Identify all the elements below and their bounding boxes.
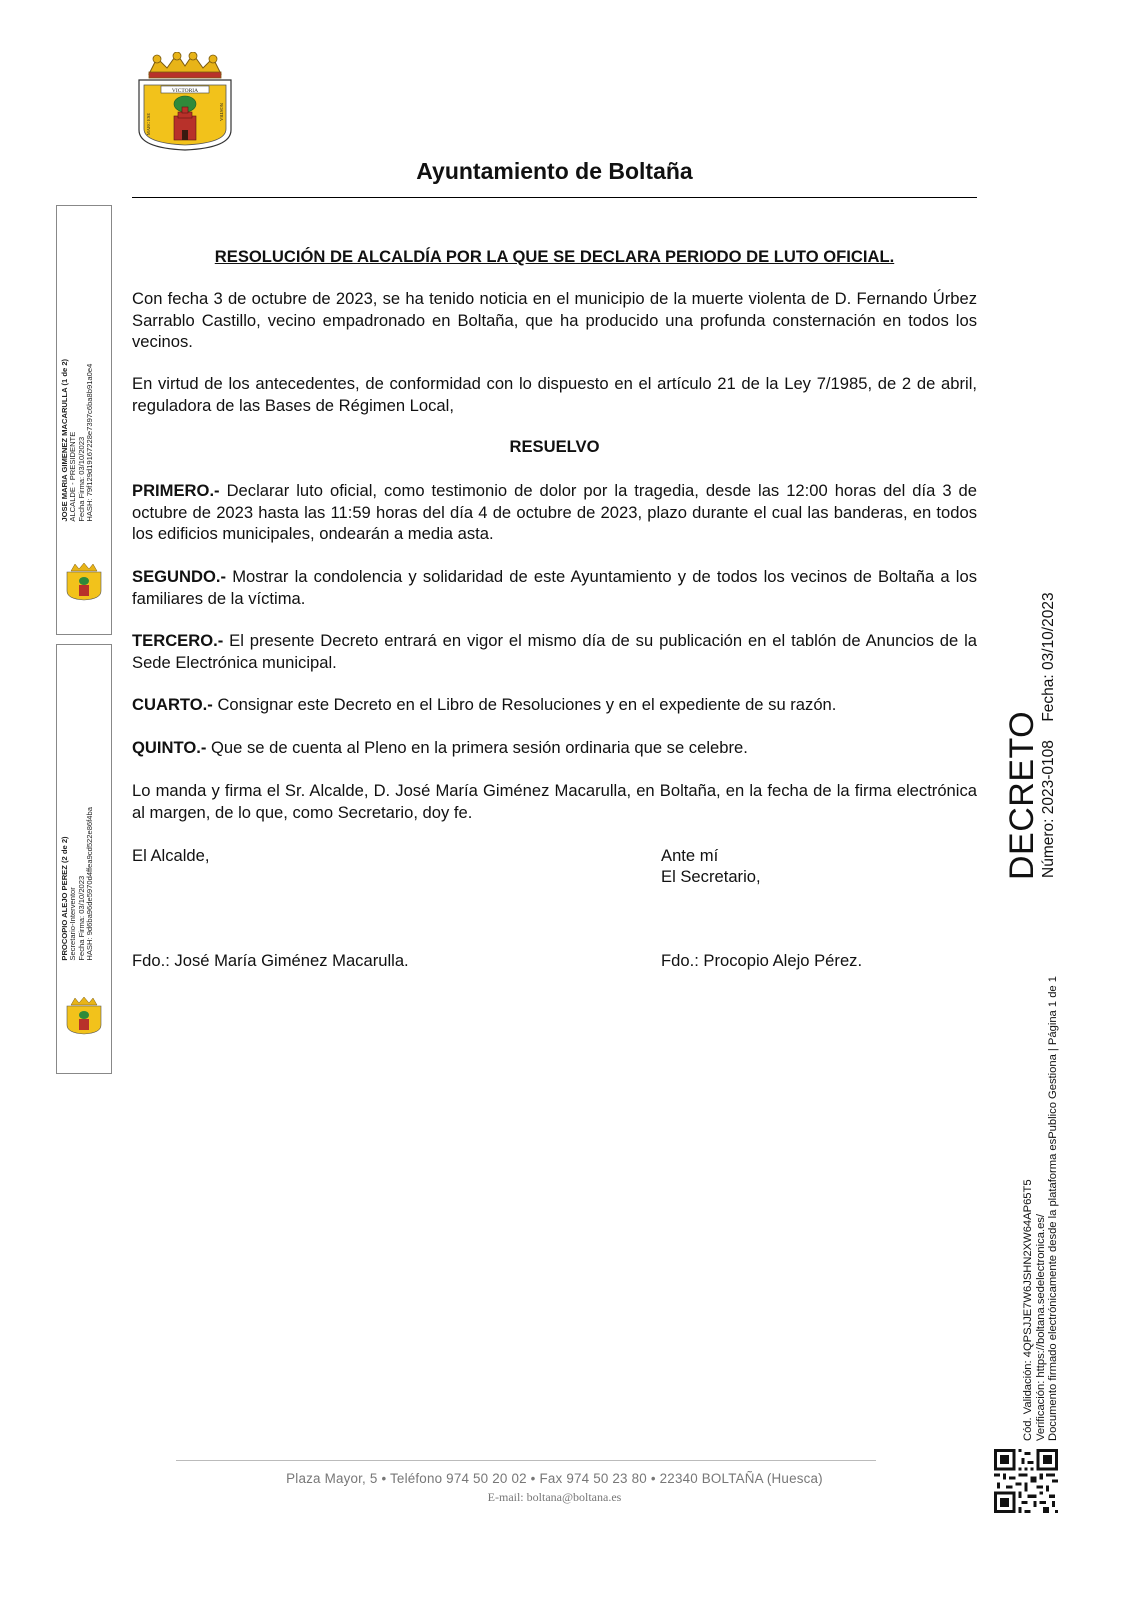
clause-text: Declarar luto oficial, como testimonio de dolor por la tragedia, desde las 12:00 horas del día 3 de octubre de 2023 hasta las 11:59 horas del día 4 de octubre de 2023, plazo durante el cual las banderas, en todos los edificios municipales, ondearán a media asta. [132,481,977,543]
signature-stamp-2 [56,644,112,1074]
signature-hash: HASH: 79f129d1916722​8e7397c6ba8b91a0e4 [85,364,95,522]
secretary-signature-name: Fdo.: Procopio Alejo Pérez. [661,951,863,970]
validation-block [1022,976,1060,1441]
clause-text: El presente Decreto entrará en vigor el mismo día de su publicación en el tablón de Anuncios de la Sede Electrónica municipal. [132,631,977,672]
signer-role: ALCALDE - PRESIDENTE [68,432,78,522]
seal-icon [63,995,105,1035]
decree-stamp [1003,711,1042,880]
footer-email[interactable]: E-mail: boltana@boltana.es [487,1490,622,1504]
clause-text: Consignar este Decreto en el Libro de Resoluciones y en el expediente de su razón. [212,695,837,714]
verification-url[interactable]: Verificación: https://boltana.sedelectronica.es/ [1034,1214,1047,1441]
signature-stamp-1 [56,205,112,635]
municipal-crest-logo [135,52,235,152]
clause-label: CUARTO.- [132,695,213,714]
qr-code-icon [994,1449,1058,1513]
clause-label: PRIMERO.- [132,481,220,500]
clause-segundo [132,566,977,609]
decree-number: Número: 2023-0108 [1040,740,1057,878]
signature-stamp-2-text [61,807,95,961]
crest-motto-top: VICTORIA [171,88,199,94]
clause-quinto [132,737,977,759]
clause-cuarto [132,694,977,716]
secretary-role-label: El Secretario, [661,867,761,886]
clause-tercero [132,630,977,673]
clause-label: QUINTO.- [132,738,207,757]
closing-paragraph: Lo manda y firma el Sr. Alcalde, D. José María Giménez Macarulla, en Boltaña, en la fecha de la firma electrónica al margen, de lo que, como Secretario, doy fe. [132,781,977,822]
decree-number-date [1040,592,1058,878]
header-divider [132,197,977,198]
signature-date: Fecha Firma: 03/10/2023 [76,437,86,522]
intro-paragraph-1: Con fecha 3 de octubre de 2023, se ha tenido noticia en el municipio de la muerte violenta de D. Fernando Úrbez Sarrablo Castillo, vecino empadronado en Boltaña, que ha producido una profunda consternación en todos los vecinos. [132,289,977,351]
crest-motto-left: MARC ESE [146,112,151,136]
validation-code: Cód. Validación: 4QPSJJE7W6JSHN2XW64AP65T5 [1022,1179,1034,1441]
clause-label: TERCERO.- [132,631,224,650]
mayor-signature-name: Fdo.: José María Giménez Macarulla. [132,951,409,970]
signature-stamp-1-text [61,359,95,522]
document-title: RESOLUCIÓN DE ALCALDÍA POR LA QUE SE DECLARA PERIODO DE LUTO OFICIAL. [214,247,895,266]
footer-divider [176,1460,876,1461]
secretary-ante-mi: Ante mí [661,846,719,865]
organization-title: Ayuntamiento de Boltaña [416,158,693,184]
clause-label: SEGUNDO.- [132,567,227,586]
seal-icon [63,561,105,601]
resuelvo-heading: RESUELVO [509,437,600,456]
decree-label: DECRETO [1003,710,1041,880]
clause-primero [132,480,977,545]
mayor-role-label: El Alcalde, [132,846,210,865]
signature-platform-note: Documento firmado electrónicamente desde la plataforma esPublico Gestiona | Página 1 de 1 [1047,976,1060,1441]
clause-text: Mostrar la condolencia y solidaridad de este Ayuntamiento y de todos los vecinos de Boltaña a los familiares de la víctima. [132,567,977,608]
crest-motto-right: NOSTRA [219,102,224,122]
signature-date: Fecha Firma: 03/10/2023 [76,876,86,961]
signer-name: PROCOPIO ALEJO PEREZ (2 de 2) [60,836,69,961]
decree-date: Fecha: 03/10/2023 [1040,592,1057,722]
intro-paragraph-2: En virtud de los antecedentes, de conformidad con lo dispuesto en el artículo 21 de la Ley 7/1985, de 2 de abril, reguladora de las Bases de Régimen Local, [132,374,977,415]
signer-role: Secretario-Interventor [68,887,78,961]
footer-address: Plaza Mayor, 5 • Teléfono 974 50 20 02 • Fax 974 50 23 80 • 22340 BOLTAÑA (Huesca) [286,1471,823,1486]
signature-hash: HASH: 9d6ba96de5970d4ffea9cd522e86f4ba [85,807,95,961]
clause-text: Que se de cuenta al Pleno en la primera sesión ordinaria que se celebre. [206,738,748,757]
signer-name: JOSE MARIA GIMENEZ MACARULLA (1 de 2) [60,359,69,522]
